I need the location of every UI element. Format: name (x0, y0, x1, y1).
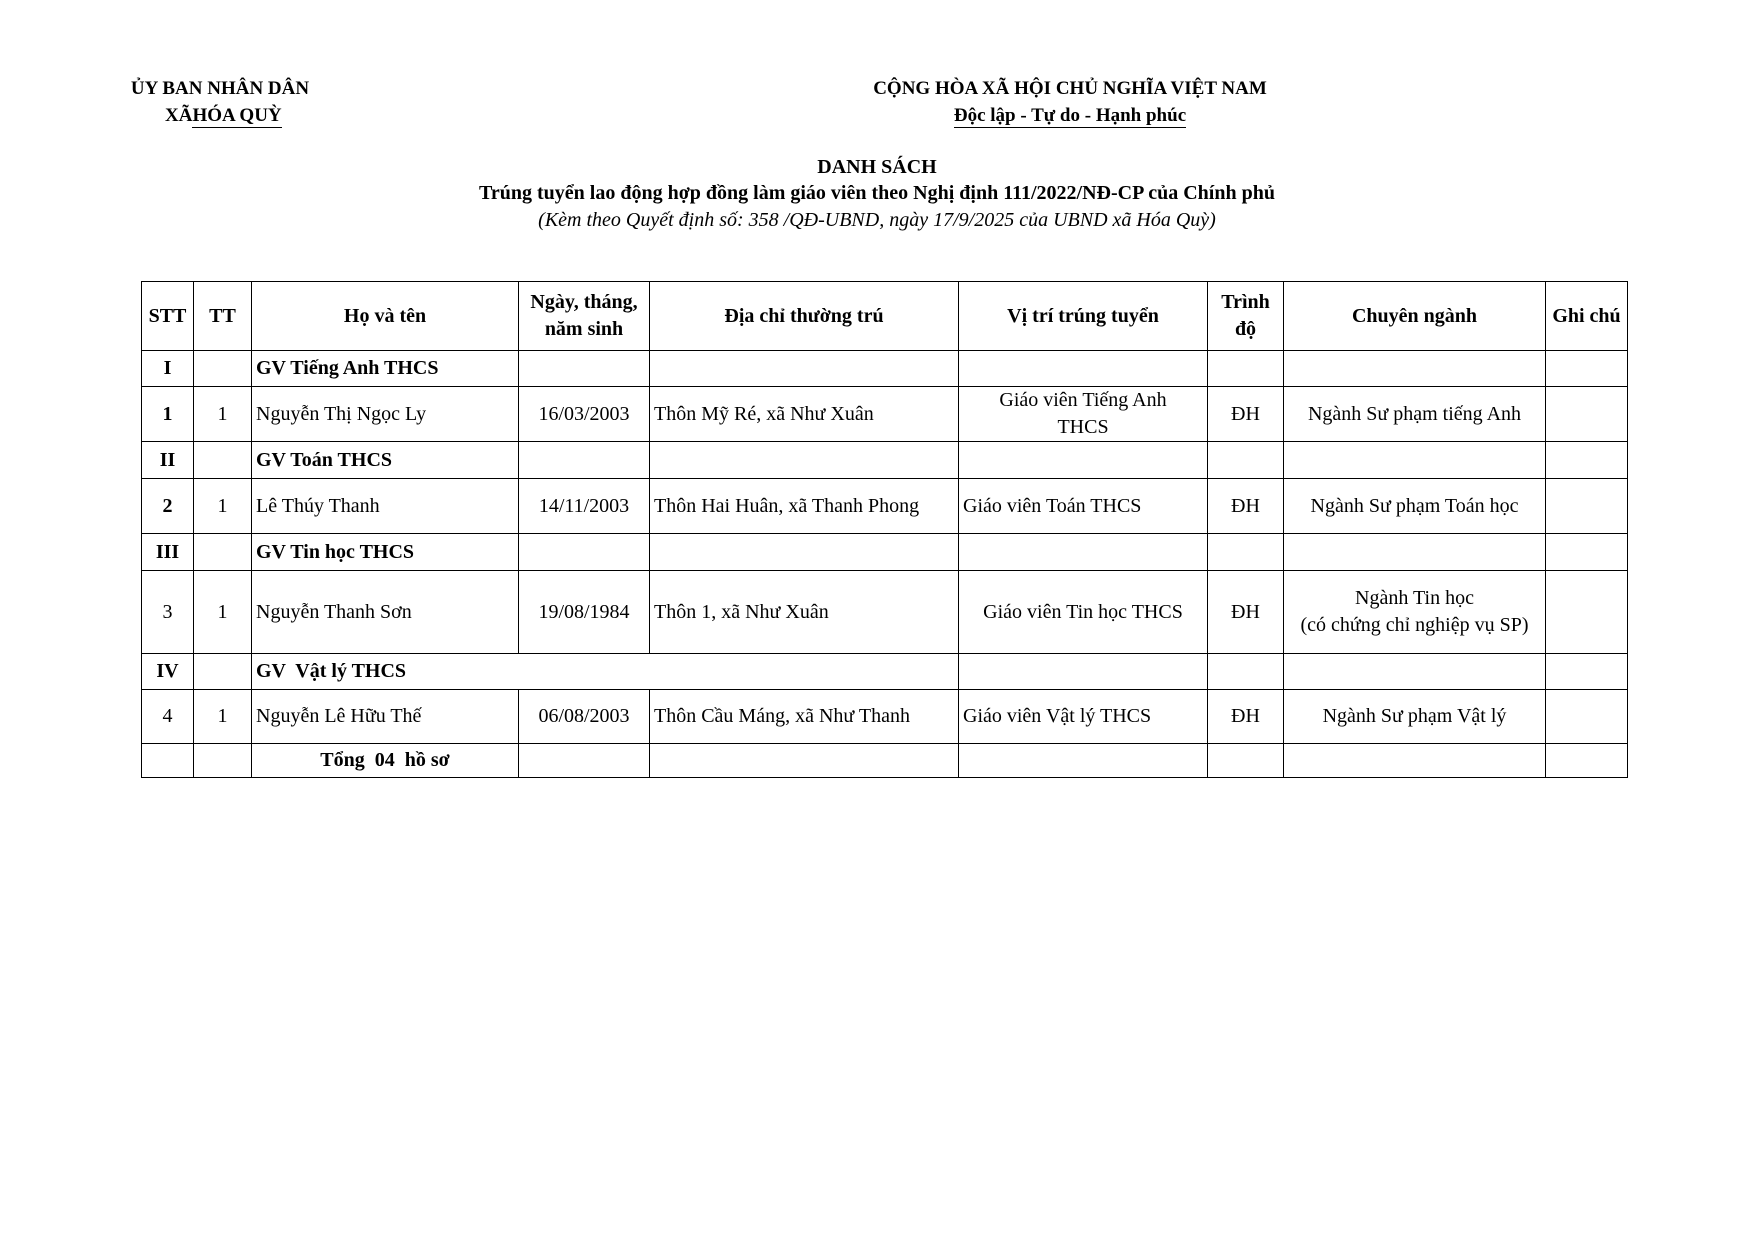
empty-cell (650, 534, 959, 571)
empty-cell (959, 654, 1208, 690)
cell-position: Giáo viên Tin học THCS (959, 571, 1208, 654)
cell-dob: 06/08/2003 (519, 690, 650, 744)
empty-cell (1546, 744, 1628, 778)
cell-dob: 14/11/2003 (519, 479, 650, 534)
cell-stt: 1 (142, 387, 194, 442)
cell-dob: 19/08/1984 (519, 571, 650, 654)
cell-name: Lê Thúy Thanh (252, 479, 519, 534)
org-name-line1: ỦY BAN NHÂN DÂN (130, 78, 310, 99)
cell-stt: 4 (142, 690, 194, 744)
candidate-table (141, 281, 1628, 778)
empty-cell (194, 744, 252, 778)
nation-motto-text: Độc lập - Tự do - Hạnh phúc (953, 105, 1187, 126)
group-roman: I (142, 351, 194, 387)
table-row (142, 690, 1628, 744)
empty-cell (959, 442, 1208, 479)
org-name-prefix: XÃ (165, 105, 193, 126)
cell-level: ĐH (1208, 479, 1284, 534)
cell-address: Thôn 1, xã Như Xuân (650, 571, 959, 654)
table-row (142, 387, 1628, 442)
col-header-address: Địa chỉ thường trú (650, 282, 959, 351)
group-row (142, 442, 1628, 479)
cell-tt: 1 (194, 690, 252, 744)
table-row (142, 571, 1628, 654)
cell-position: Giáo viên Vật lý THCS (959, 690, 1208, 744)
group-label: GV Vật lý THCS (252, 654, 959, 690)
col-header-stt: STT (142, 282, 194, 351)
nation-motto (860, 105, 1280, 127)
document-title: DANH SÁCH (817, 156, 937, 178)
empty-cell (1546, 442, 1628, 479)
cell-position (959, 387, 1208, 442)
cell-major: Ngành Sư phạm Vật lý (1284, 690, 1546, 744)
cell-name: Nguyễn Lê Hữu Thế (252, 690, 519, 744)
table-header-row (142, 282, 1628, 351)
empty-cell (650, 744, 959, 778)
empty-cell (142, 744, 194, 778)
cell-tt: 1 (194, 571, 252, 654)
empty-cell (1284, 534, 1546, 571)
empty-cell (519, 744, 650, 778)
empty-cell (1546, 534, 1628, 571)
cell-stt: 3 (142, 571, 194, 654)
total-label: Tổng 04 hồ sơ (252, 744, 519, 778)
group-label: GV Toán THCS (252, 442, 519, 479)
col-header-dob-line2: năm sinh (544, 318, 624, 340)
cell-name: Nguyễn Thị Ngọc Ly (252, 387, 519, 442)
group-tt-cell (194, 534, 252, 571)
cell-position-line1: Giáo viên Tiếng Anh (999, 389, 1167, 411)
empty-cell (519, 534, 650, 571)
cell-position-line2: THCS (1057, 416, 1109, 438)
empty-cell (1208, 654, 1284, 690)
empty-cell (1546, 351, 1628, 387)
cell-level: ĐH (1208, 571, 1284, 654)
empty-cell (1208, 442, 1284, 479)
empty-cell (650, 351, 959, 387)
empty-cell (959, 534, 1208, 571)
group-tt-cell (194, 654, 252, 690)
cell-name: Nguyễn Thanh Sơn (252, 571, 519, 654)
col-header-position: Vị trí trúng tuyển (959, 282, 1208, 351)
col-header-level-line1: Trình (1221, 291, 1270, 313)
cell-level: ĐH (1208, 690, 1284, 744)
cell-address: Thôn Cầu Máng, xã Như Thanh (650, 690, 959, 744)
col-header-dob (519, 282, 650, 351)
empty-cell (959, 351, 1208, 387)
org-name-line2 (110, 105, 370, 127)
empty-cell (1208, 351, 1284, 387)
group-roman: II (142, 442, 194, 479)
col-header-level (1208, 282, 1284, 351)
cell-stt: 2 (142, 479, 194, 534)
group-label: GV Tiếng Anh THCS (252, 351, 519, 387)
cell-major: Ngành Sư phạm tiếng Anh (1284, 387, 1546, 442)
cell-address: Thôn Mỹ Ré, xã Như Xuân (650, 387, 959, 442)
group-tt-cell (194, 442, 252, 479)
document-subtitle: Trúng tuyển lao động hợp đồng làm giáo viên theo Nghị định 111/2022/NĐ-CP của Chính phủ (479, 182, 1275, 204)
cell-note (1546, 690, 1628, 744)
empty-cell (1208, 534, 1284, 571)
cell-note (1546, 387, 1628, 442)
cell-address: Thôn Hai Huân, xã Thanh Phong (650, 479, 959, 534)
cell-dob: 16/03/2003 (519, 387, 650, 442)
cell-position: Giáo viên Toán THCS (959, 479, 1208, 534)
cell-major (1284, 571, 1546, 654)
col-header-tt: TT (194, 282, 252, 351)
group-row (142, 654, 1628, 690)
group-roman: IV (142, 654, 194, 690)
total-row (142, 744, 1628, 778)
empty-cell (1284, 744, 1546, 778)
cell-major: Ngành Sư phạm Toán học (1284, 479, 1546, 534)
cell-tt: 1 (194, 387, 252, 442)
table-row (142, 479, 1628, 534)
group-row (142, 534, 1628, 571)
cell-note (1546, 571, 1628, 654)
cell-level: ĐH (1208, 387, 1284, 442)
col-header-level-line2: độ (1234, 318, 1257, 340)
cell-major-line1: Ngành Tin học (1355, 587, 1474, 609)
group-label: GV Tin học THCS (252, 534, 519, 571)
group-tt-cell (194, 351, 252, 387)
empty-cell (1284, 351, 1546, 387)
empty-cell (1208, 744, 1284, 778)
col-header-dob-line1: Ngày, tháng, (530, 291, 638, 313)
cell-note (1546, 479, 1628, 534)
empty-cell (1284, 654, 1546, 690)
col-header-name: Họ và tên (252, 282, 519, 351)
empty-cell (650, 442, 959, 479)
document-reference: (Kèm theo Quyết định số: 358 /QĐ-UBND, ngày 17/9/2025 của UBND xã Hóa Quỳ) (538, 209, 1216, 231)
empty-cell (519, 351, 650, 387)
group-roman: III (142, 534, 194, 571)
group-row (142, 351, 1628, 387)
empty-cell (959, 744, 1208, 778)
col-header-major: Chuyên ngành (1284, 282, 1546, 351)
cell-major-line2: (có chứng chỉ nghiệp vụ SP) (1300, 614, 1529, 636)
nation-title: CỘNG HÒA XÃ HỘI CHỦ NGHĨA VIỆT NAM (873, 78, 1267, 99)
cell-tt: 1 (194, 479, 252, 534)
empty-cell (1546, 654, 1628, 690)
empty-cell (519, 442, 650, 479)
col-header-note: Ghi chú (1546, 282, 1628, 351)
empty-cell (1284, 442, 1546, 479)
org-name-commune: HÓA QUỲ (192, 105, 282, 126)
